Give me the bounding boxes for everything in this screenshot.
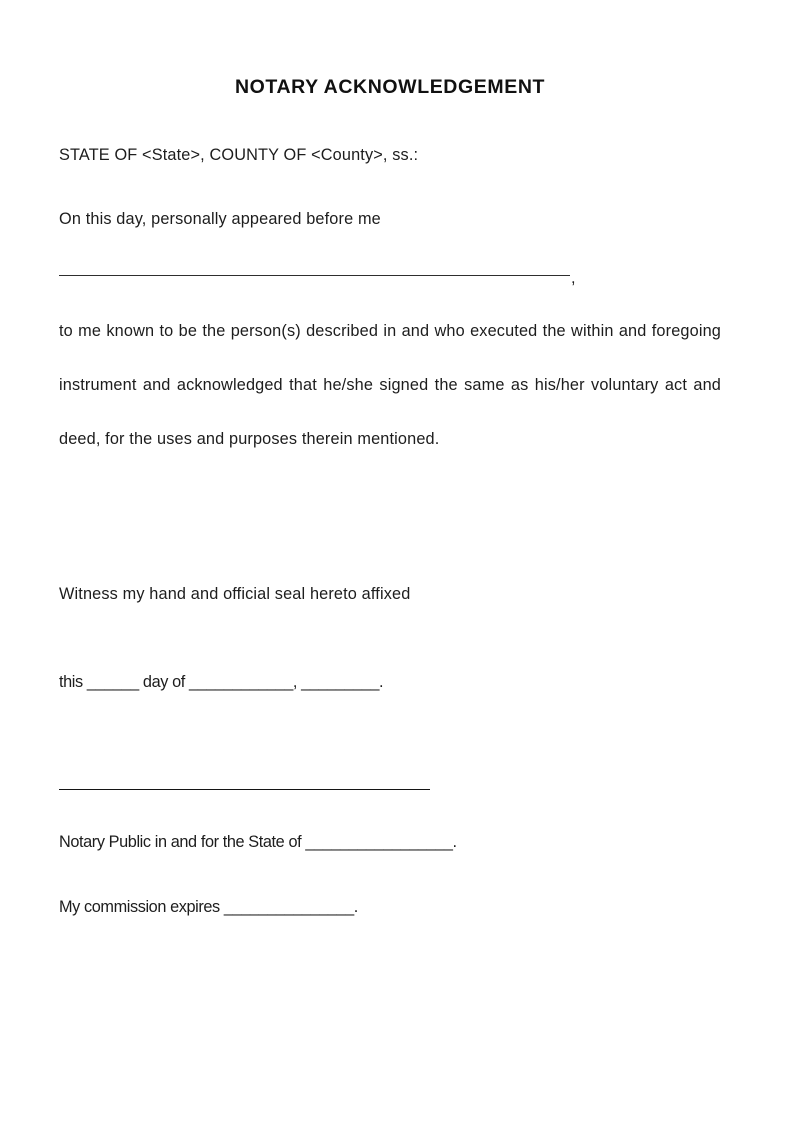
name-blank-row [59,266,721,285]
name-blank-comma: , [571,269,576,287]
name-blank-wrap [59,266,721,285]
signature-line-rule[interactable] [59,789,430,790]
page-title: NOTARY ACKNOWLEDGEMENT [234,76,546,98]
commission-row [59,899,721,915]
date-line[interactable]: this ______ day of ____________, _________. [59,673,384,691]
jurisdiction-line: STATE OF <State>, COUNTY OF <County>, ss.: [59,146,419,164]
appearance-row [59,211,721,227]
jurisdiction-row [59,147,721,163]
name-blank-rule[interactable] [59,275,570,276]
body-paragraph-row [59,304,721,466]
appearance-line: On this day, personally appeared before me [59,210,381,228]
witness-row [59,586,721,602]
document-content [59,0,721,99]
date-row [59,674,721,690]
signature-rule-wrap [59,780,721,799]
notary-state-row [59,834,721,850]
witness-line: Witness my hand and official seal hereto affixed [59,585,411,603]
commission-line[interactable]: My commission expires _______________. [59,898,358,916]
signature-rule-row [59,780,721,799]
notary-state-line[interactable]: Notary Public in and for the State of _________________. [59,833,457,851]
body-paragraph: to me known to be the person(s) described in and who executed the within and foregoing instrument and acknowledged that he/she signed the same as his/her voluntary act and deed, for the uses and purposes therein mentioned. [59,322,721,448]
